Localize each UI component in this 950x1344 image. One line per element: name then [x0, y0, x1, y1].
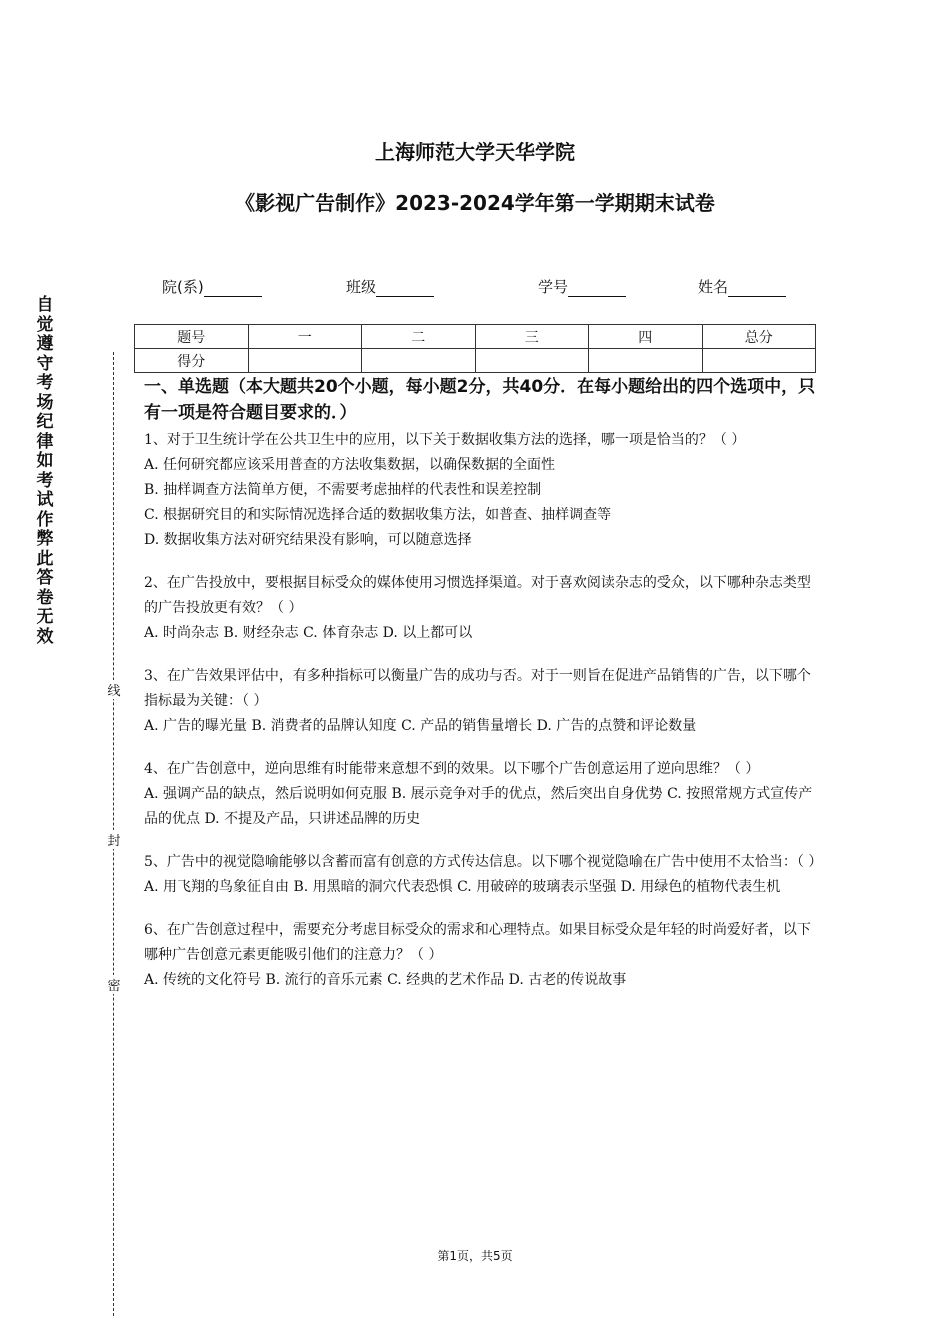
score-cell: 四 [589, 325, 703, 349]
question-stem: 2、在广告投放中，要根据目标受众的媒体使用习惯选择渠道。对于喜欢阅读杂志的受众，以下哪种杂志类型的广告投放更有效？（ ） [144, 575, 811, 616]
options[interactable]: A. 时尚杂志 B. 财经杂志 C. 体育杂志 D. 以上都可以 [144, 625, 473, 641]
warning-char: 自 [36, 295, 54, 315]
score-table-header-row [135, 325, 816, 349]
score-input-cell[interactable] [248, 349, 362, 373]
warning-char: 考 [36, 373, 54, 393]
warning-char: 作 [36, 509, 54, 530]
score-table-score-row [135, 349, 816, 373]
score-label-cell: 得分 [135, 349, 249, 373]
question-stem: 4、在广告创意中，逆向思维有时能带来意想不到的效果。以下哪个广告创意运用了逆向思维？（ ） [144, 761, 760, 777]
bind-close-char: 密 [106, 975, 122, 994]
exam-title: 《影视广告制作》2023-2024学年第一学期期末试卷 [235, 191, 715, 215]
warning-char: 试 [36, 490, 54, 510]
student-id-blank[interactable] [568, 280, 626, 297]
warning-char: 纪 [36, 412, 54, 432]
question-stem: 5、广告中的视觉隐喻能够以含蓄而富有创意的方式传达信息。以下哪个视觉隐喻在广告中使用不太恰当：（ ） [144, 854, 823, 870]
score-input-cell[interactable] [362, 349, 476, 373]
question-stem: 1、对于卫生统计学在公共卫生中的应用，以下关于数据收集方法的选择，哪一项是恰当的？（ ） [144, 432, 746, 448]
question-stem: 3、在广告效果评估中，有多种指标可以衡量广告的成功与否。对于一则旨在促进产品销售的广告，以下哪个指标最为关键：（ ） [144, 668, 811, 709]
score-table [134, 324, 816, 373]
exam-content [144, 374, 823, 993]
student-id-label: 学号 [538, 278, 569, 296]
warning-char: 守 [36, 353, 54, 374]
warning-char: 卷 [36, 587, 54, 608]
warning-char: 无 [36, 607, 54, 627]
options[interactable]: A. 传统的文化符号 B. 流行的音乐元素 C. 经典的艺术作品 D. 古老的传说故事 [144, 972, 627, 988]
bind-seal-char: 封 [106, 830, 122, 849]
warning-char: 遵 [36, 334, 54, 354]
department-blank[interactable] [204, 280, 262, 297]
student-id-field[interactable] [538, 276, 626, 297]
warning-char: 此 [36, 548, 54, 569]
warning-char: 效 [36, 626, 54, 647]
section-heading: 一、单选题（本大题共20个小题，每小题2分，共40分．在每小题给出的四个选项中，只有一项是符合题目要求的．） [144, 377, 816, 423]
score-input-cell[interactable] [589, 349, 703, 373]
question-3 [144, 664, 818, 739]
warning-char: 觉 [36, 314, 54, 335]
warning-char: 律 [36, 431, 54, 452]
option[interactable]: C. 根据研究目的和实际情况选择合适的数据收集方法，如普查、抽样调查等 [144, 507, 612, 523]
option[interactable]: D. 数据收集方法对研究结果没有影响，可以随意选择 [144, 532, 472, 548]
name-field[interactable] [698, 276, 786, 297]
options[interactable]: A. 广告的曝光量 B. 消费者的品牌认知度 C. 产品的销售量增长 D. 广告的点赞和评论数量 [144, 718, 697, 734]
score-cell: 总分 [702, 325, 816, 349]
score-cell: 题号 [135, 325, 249, 349]
question-6 [144, 918, 818, 993]
page-number: 第1页，共5页 [437, 1249, 513, 1263]
option[interactable]: B. 抽样调查方法简单方便，不需要考虑抽样的代表性和误差控制 [144, 482, 542, 498]
class-blank[interactable] [376, 280, 434, 297]
bind-line-char: 线 [106, 680, 122, 699]
warning-char: 场 [36, 392, 54, 413]
score-cell: 三 [475, 325, 589, 349]
class-label: 班级 [346, 278, 377, 296]
warning-char: 答 [36, 568, 54, 588]
question-2 [144, 571, 818, 646]
question-1 [144, 428, 818, 553]
question-stem: 6、在广告创意过程中，需要充分考虑目标受众的需求和心理特点。如果目标受众是年轻的时尚爱好者，以下哪种广告创意元素更能吸引他们的注意力？（ ） [144, 922, 811, 963]
question-5 [144, 850, 823, 900]
score-cell: 二 [362, 325, 476, 349]
score-input-cell[interactable] [475, 349, 589, 373]
school-title: 上海师范大学天华学院 [375, 140, 575, 164]
score-cell: 一 [248, 325, 362, 349]
department-field[interactable] [162, 276, 262, 297]
options[interactable]: A. 用飞翔的鸟象征自由 B. 用黑暗的洞穴代表恐惧 C. 用破碎的玻璃表示坚强 D. 用绿色的植物代表生机 [144, 879, 781, 895]
department-label: 院(系) [162, 278, 204, 296]
warning-char: 弊 [36, 529, 54, 549]
class-field[interactable] [346, 276, 434, 297]
name-label: 姓名 [698, 278, 729, 296]
question-4 [144, 757, 818, 832]
warning-char: 如 [36, 451, 54, 471]
name-blank[interactable] [728, 280, 786, 297]
exam-discipline-warning [36, 296, 54, 647]
score-input-cell[interactable] [702, 349, 816, 373]
options[interactable]: A. 强调产品的缺点，然后说明如何克服 B. 展示竞争对手的优点，然后突出自身优势 C. 按照常规方式宣传产品的优点 D. 不提及产品，只讲述品牌的历史 [144, 786, 813, 827]
warning-char: 考 [36, 470, 54, 491]
option[interactable]: A. 任何研究都应该采用普查的方法收集数据，以确保数据的全面性 [144, 457, 556, 473]
